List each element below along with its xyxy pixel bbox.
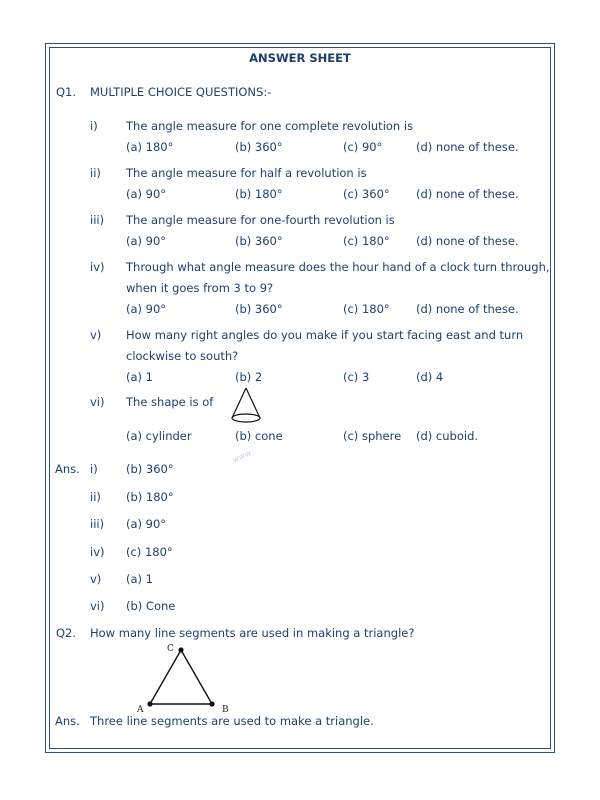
option-d: (d) 4 [416,370,444,384]
option-b: (b) 360° [235,302,283,316]
answer-number: v) [90,572,102,586]
vertex-label-b: B [222,705,229,715]
question-number: v) [90,328,102,342]
option-a: (a) 90° [126,187,167,201]
answer-number: vi) [90,599,105,613]
question-text-continued: when it goes from 3 to 9? [126,281,274,295]
answer-text: (b) 360° [126,462,174,476]
answers-label: Ans. [55,462,80,476]
option-a: (a) 90° [126,302,167,316]
option-d: (d) none of these. [416,140,519,154]
answer-text: (b) Cone [126,599,176,613]
question-text: How many right angles do you make if you start facing east and turn [126,328,524,342]
answer-text: (a) 90° [126,517,167,531]
question-number: vi) [90,395,105,409]
answer-text: (b) 180° [126,490,174,504]
question-number: i) [90,119,98,133]
question-number: iii) [90,213,105,227]
answer-number: iv) [90,545,105,559]
answer-text: (c) 180° [126,545,173,559]
option-d: (d) none of these. [416,234,519,248]
triangle-figure [140,640,230,720]
option-a: (a) 180° [126,140,174,154]
q2-question: How many line segments are used in making a triangle? [90,626,415,640]
q1-heading: MULTIPLE CHOICE QUESTIONS:- [90,85,272,99]
option-b: (b) 180° [235,187,283,201]
option-c: (c) 180° [343,234,390,248]
vertex-label-c: C [167,644,174,654]
question-text: The angle measure for one-fourth revolution is [126,213,395,227]
option-b: (b) cone [235,429,283,443]
option-d: (d) none of these. [416,302,519,316]
option-a: (a) cylinder [126,429,192,443]
question-number: ii) [90,166,101,180]
option-a: (a) 90° [126,234,167,248]
option-b: (b) 360° [235,234,283,248]
option-c: (c) sphere [343,429,402,443]
option-d: (d) cuboid. [416,429,479,443]
answer-text: (a) 1 [126,572,153,586]
option-c: (c) 90° [343,140,383,154]
page-title: ANSWER SHEET [249,51,351,65]
option-d: (d) none of these. [416,187,519,201]
q2-number: Q2. [56,626,77,640]
watermark: www [231,448,253,465]
question-text: The angle measure for one complete revolution is [126,119,414,133]
option-c: (c) 180° [343,302,390,316]
answer-number: iii) [90,517,105,531]
question-text: Through what angle measure does the hour hand of a clock turn through, [126,260,550,274]
vertex-label-a: A [137,705,144,715]
question-text-continued: clockwise to south? [126,349,239,363]
option-a: (a) 1 [126,370,153,384]
option-c: (c) 360° [343,187,390,201]
option-c: (c) 3 [343,370,370,384]
answer-number: ii) [90,490,101,504]
question-text: The angle measure for half a revolution is [126,166,367,180]
q1-number: Q1. [56,85,77,99]
option-b: (b) 360° [235,140,283,154]
q2-answer-label: Ans. [55,714,80,728]
question-number: iv) [90,260,105,274]
q2-answer-text: Three line segments are used to make a triangle. [90,714,374,728]
option-b: (b) 2 [235,370,263,384]
cone-figure [228,386,264,426]
question-text: The shape is of [126,395,214,409]
answer-number: i) [90,462,98,476]
